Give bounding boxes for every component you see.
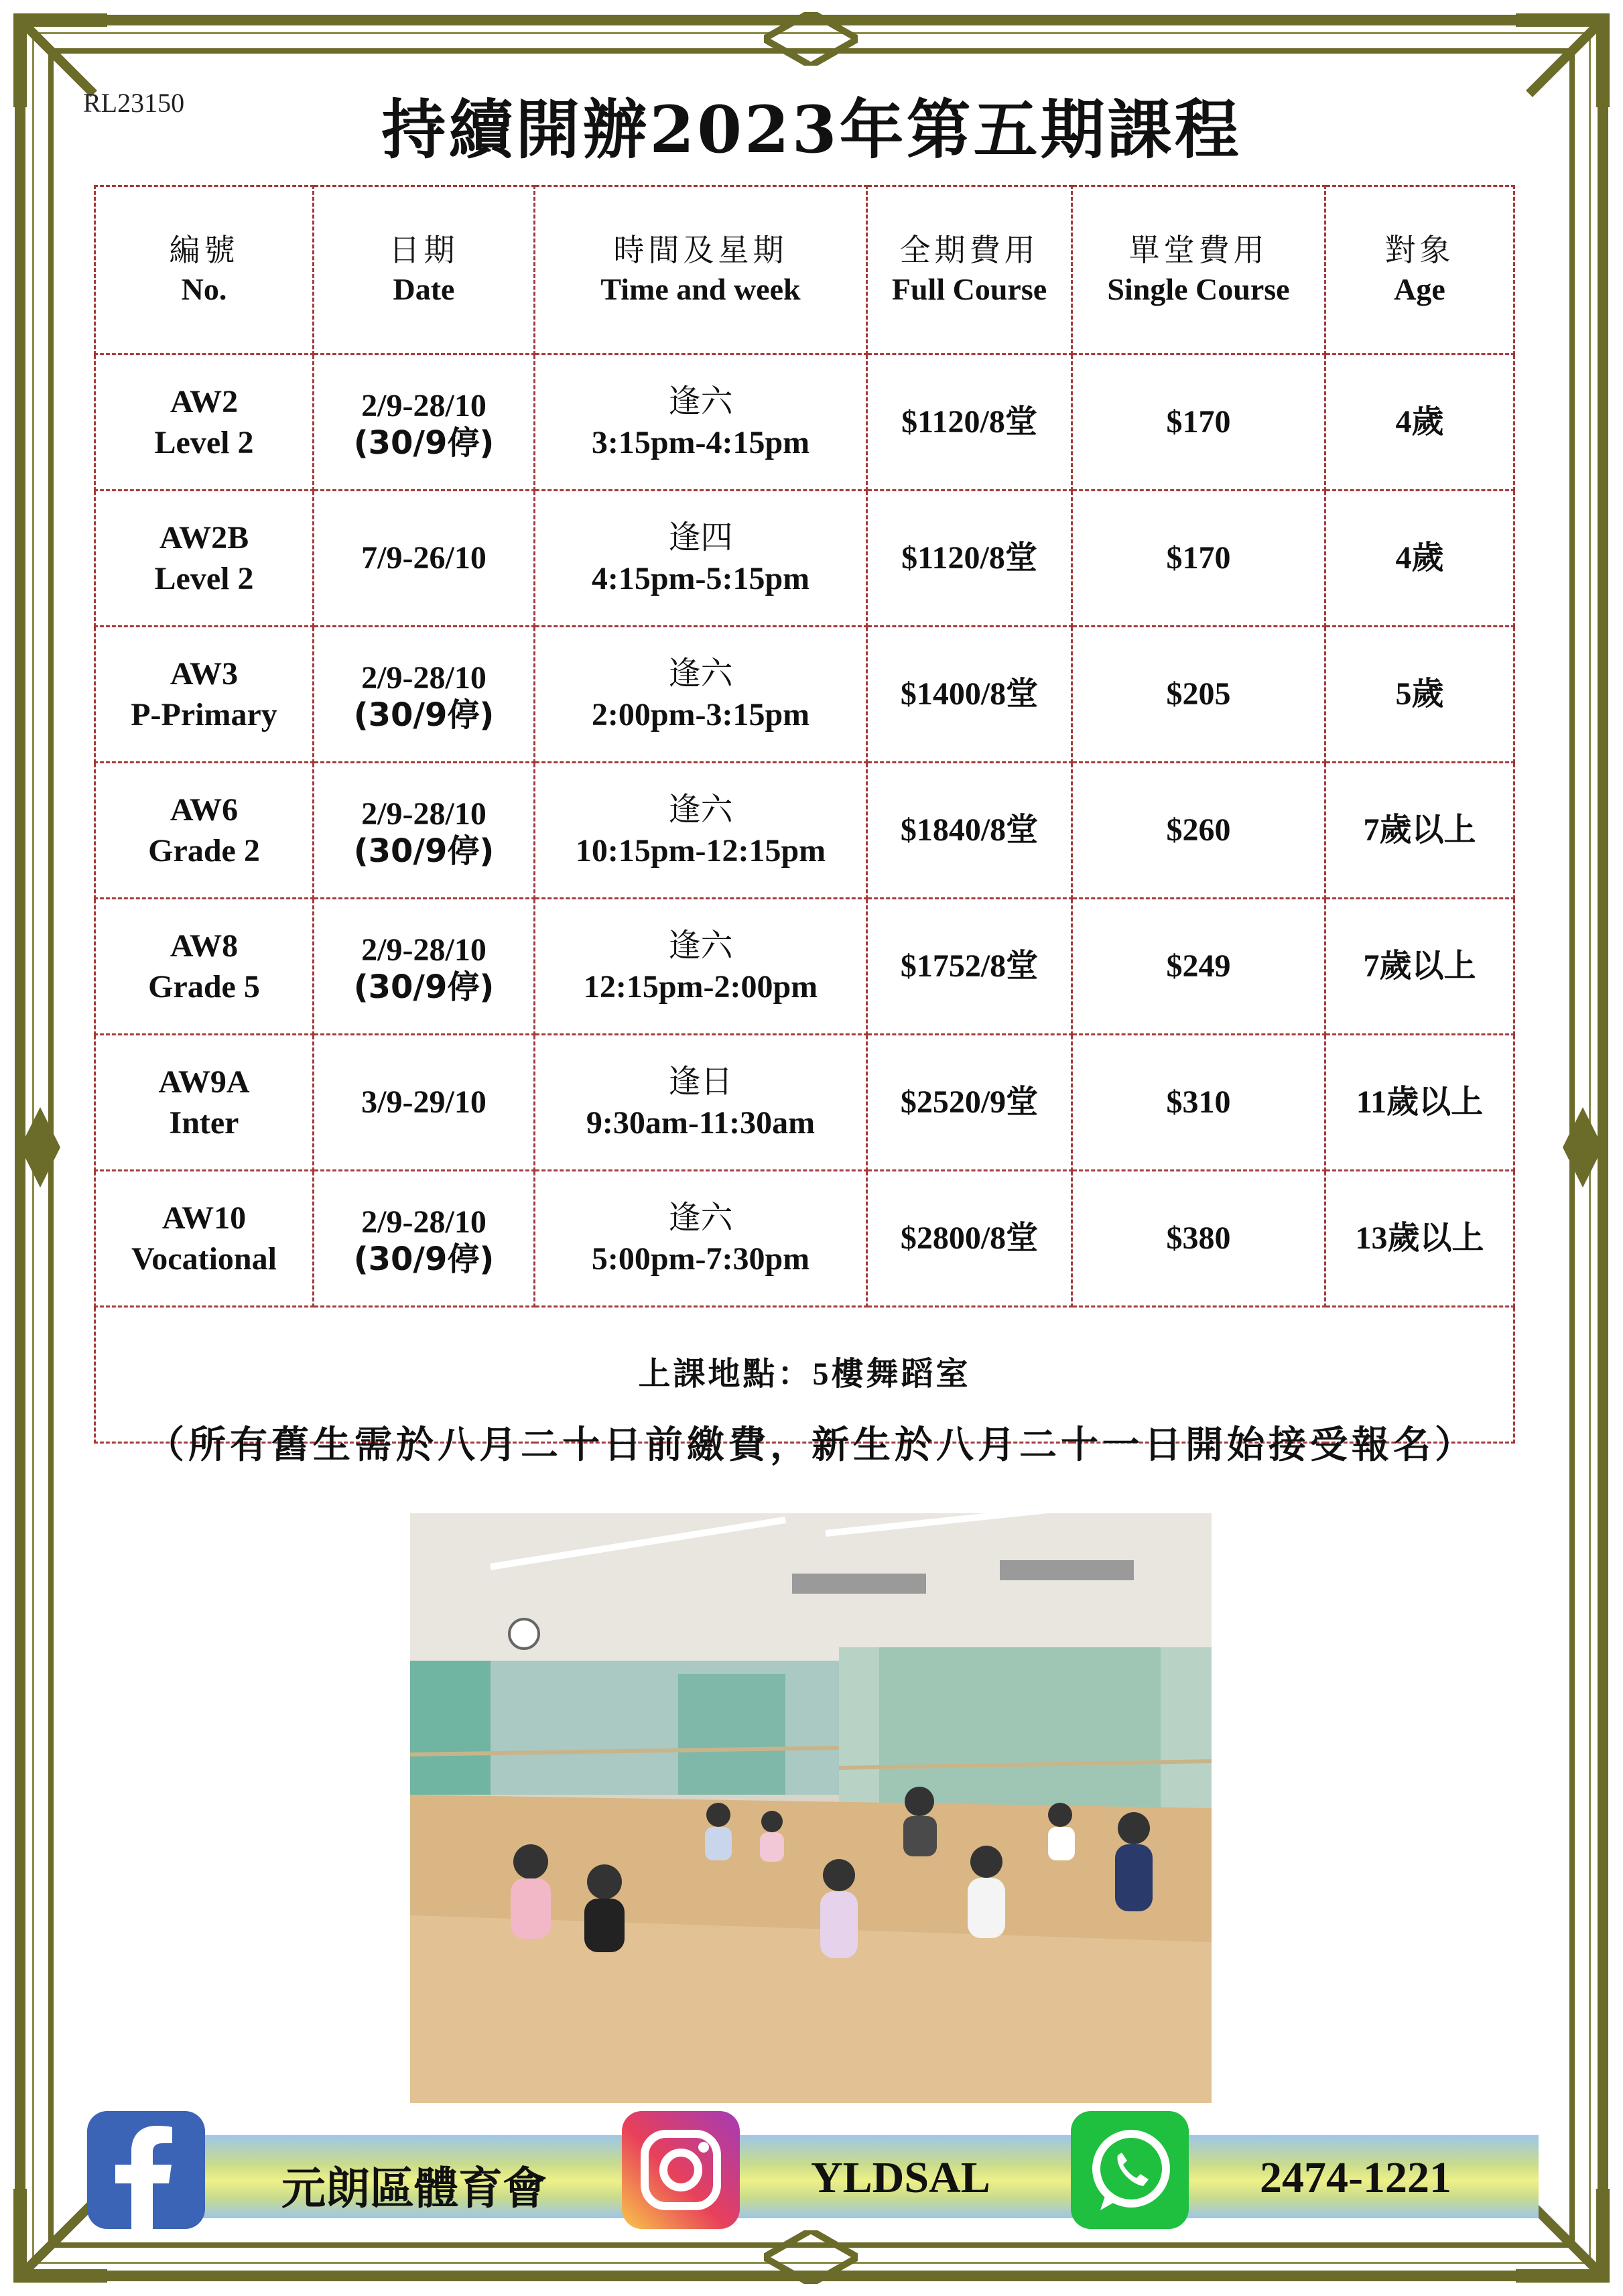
- single-course-fee-cell: [1072, 1171, 1325, 1307]
- course-code-cell: [95, 627, 314, 763]
- date-cell-text: 2/9-28/10: [361, 1204, 486, 1240]
- date-cell: [314, 1035, 535, 1171]
- full-course-fee-cell: [867, 491, 1072, 627]
- single-course-fee-cell: [1072, 355, 1325, 491]
- time-cell-text: 5:00pm-7:30pm: [591, 1241, 810, 1277]
- table-row: [95, 1035, 1514, 1171]
- course-code-cell-text: AW3: [170, 655, 239, 692]
- time-cell: [535, 763, 867, 899]
- header-date: 日期 Date: [314, 186, 535, 355]
- course-code-cell: [95, 763, 314, 899]
- single-course-fee-cell: [1072, 627, 1325, 763]
- course-code-cell: [95, 491, 314, 627]
- time-cell-text: 10:15pm-12:15pm: [575, 833, 826, 869]
- time-cell-text: 逢四: [668, 518, 733, 556]
- dance-class-photo: [410, 1513, 1212, 2103]
- age-cell-text: 5歲: [1395, 676, 1444, 712]
- age-cell-text: 7歲以上: [1363, 948, 1476, 984]
- course-code-cell-text: AW2B: [159, 519, 249, 556]
- header-time: 時間及星期 Time and week: [535, 186, 867, 355]
- time-cell-text: 逢六: [668, 1198, 733, 1236]
- date-cell: [314, 899, 535, 1035]
- page-title: 持續開辦2023年第五期課程: [381, 92, 1242, 168]
- venue-label: 上課地點：5樓舞蹈室: [95, 1307, 1514, 1443]
- time-cell-text: 逢日: [668, 1062, 733, 1100]
- single-course-fee-cell-text: $260: [1166, 812, 1231, 848]
- single-course-fee-cell-text: $310: [1166, 1084, 1231, 1121]
- full-course-fee-cell: [867, 355, 1072, 491]
- date-cell: [314, 627, 535, 763]
- time-cell-text: 逢六: [668, 790, 733, 828]
- single-course-fee-cell: [1072, 763, 1325, 899]
- time-cell-text: 9:30am-11:30am: [586, 1105, 816, 1141]
- date-cell-text: 3/9-29/10: [361, 1084, 486, 1121]
- date-cell-text: 7/9-26/10: [361, 540, 486, 576]
- course-code-cell: [95, 355, 314, 491]
- age-cell: [1325, 355, 1514, 491]
- course-code-cell: [95, 1035, 314, 1171]
- right-side-ornament: [1563, 1107, 1603, 1188]
- date-cell-text: 2/9-28/10: [361, 932, 486, 968]
- date-cell-text: (30/9停): [353, 424, 495, 462]
- age-cell-text: 4歲: [1395, 404, 1444, 440]
- time-cell-text: 逢六: [668, 382, 733, 420]
- single-course-fee-cell-text: $170: [1166, 404, 1231, 440]
- time-cell: [535, 355, 867, 491]
- course-code-cell-text: AW10: [161, 1200, 247, 1236]
- single-course-fee-cell-text: $249: [1166, 948, 1231, 984]
- table-row: [95, 355, 1514, 491]
- full-course-fee-cell-text: $1752/8堂: [900, 948, 1039, 984]
- table-row: [95, 763, 1514, 899]
- date-cell-text: (30/9停): [353, 968, 495, 1006]
- facebook-icon[interactable]: [87, 2111, 205, 2229]
- age-cell: [1325, 627, 1514, 763]
- reference-code: RL23150: [83, 88, 185, 118]
- age-cell-text: 11歲以上: [1356, 1084, 1484, 1121]
- full-course-fee-cell-text: $1120/8堂: [901, 404, 1037, 440]
- time-cell: [535, 1035, 867, 1171]
- full-course-fee-cell: [867, 627, 1072, 763]
- date-cell: [314, 763, 535, 899]
- registration-notice: （所有舊生需於八月二十日前繳費，新生於八月二十一日開始接受報名）: [147, 1423, 1476, 1467]
- phone-number: 2474-1221: [1260, 2153, 1451, 2202]
- full-course-fee-cell-text: $2800/8堂: [900, 1220, 1039, 1257]
- single-course-fee-cell-text: $170: [1166, 540, 1231, 576]
- course-code-cell-text: Vocational: [131, 1241, 277, 1277]
- header-no: 編號 No.: [95, 186, 314, 355]
- date-cell-text: 2/9-28/10: [361, 388, 486, 424]
- single-course-fee-cell-text: $205: [1166, 676, 1231, 712]
- single-course-fee-cell: [1072, 899, 1325, 1035]
- date-cell-text: 2/9-28/10: [361, 660, 486, 696]
- age-cell-text: 7歲以上: [1363, 812, 1476, 848]
- table-row: [95, 627, 1514, 763]
- course-code-cell-text: Inter: [169, 1105, 239, 1141]
- time-cell-text: 12:15pm-2:00pm: [583, 969, 818, 1005]
- course-code-cell: [95, 899, 314, 1035]
- date-cell: [314, 491, 535, 627]
- table-header-row: [95, 186, 1514, 355]
- course-code-cell-text: AW8: [170, 928, 239, 964]
- date-cell-text: (30/9停): [353, 832, 495, 870]
- whatsapp-icon[interactable]: [1071, 2111, 1189, 2229]
- course-code-cell-text: Grade 2: [148, 833, 260, 869]
- age-cell-text: 13歲以上: [1355, 1220, 1484, 1257]
- full-course-fee-cell: [867, 763, 1072, 899]
- time-cell: [535, 1171, 867, 1307]
- date-cell: [314, 1171, 535, 1307]
- time-cell-text: 逢六: [668, 926, 733, 964]
- time-cell: [535, 627, 867, 763]
- course-schedule-table: [94, 185, 1515, 1444]
- date-cell-text: (30/9停): [353, 1240, 495, 1278]
- full-course-fee-cell: [867, 1171, 1072, 1307]
- age-cell: [1325, 491, 1514, 627]
- single-course-fee-cell: [1072, 491, 1325, 627]
- time-cell: [535, 899, 867, 1035]
- social-handle: YLDSAL: [811, 2153, 990, 2202]
- course-code-cell-text: AW2: [170, 383, 239, 420]
- instagram-icon[interactable]: [622, 2111, 740, 2229]
- time-cell-text: 3:15pm-4:15pm: [591, 425, 810, 460]
- age-cell: [1325, 763, 1514, 899]
- course-code-cell-text: P-Primary: [131, 697, 277, 732]
- time-cell-text: 4:15pm-5:15pm: [591, 561, 810, 596]
- time-cell-text: 2:00pm-3:15pm: [591, 697, 810, 732]
- header-full-course: 全期費用 Full Course: [867, 186, 1072, 355]
- course-code-cell-text: AW9A: [158, 1064, 250, 1100]
- header-age: 對象 Age: [1325, 186, 1514, 355]
- date-cell-text: 2/9-28/10: [361, 796, 486, 832]
- full-course-fee-cell-text: $1840/8堂: [900, 812, 1039, 848]
- full-course-fee-cell-text: $1400/8堂: [900, 676, 1039, 712]
- age-cell: [1325, 1171, 1514, 1307]
- single-course-fee-cell-text: $380: [1166, 1220, 1231, 1257]
- age-cell: [1325, 899, 1514, 1035]
- organization-name: 元朗區體育會: [281, 2163, 547, 2214]
- time-cell-text: 逢六: [668, 654, 733, 692]
- left-side-ornament: [20, 1107, 60, 1188]
- full-course-fee-cell-text: $1120/8堂: [901, 540, 1037, 576]
- course-code-cell-text: Level 2: [154, 561, 254, 596]
- age-cell: [1325, 1035, 1514, 1171]
- course-code-cell-text: Level 2: [154, 425, 254, 460]
- table-row: [95, 491, 1514, 627]
- date-cell: [314, 355, 535, 491]
- full-course-fee-cell: [867, 1035, 1072, 1171]
- course-code-cell-text: Grade 5: [148, 969, 260, 1005]
- course-code-cell: [95, 1171, 314, 1307]
- full-course-fee-cell: [867, 899, 1072, 1035]
- top-center-ornament: [764, 12, 858, 66]
- course-code-cell-text: AW6: [170, 791, 239, 828]
- table-row: [95, 899, 1514, 1035]
- table-row: [95, 1171, 1514, 1307]
- header-single-course: 單堂費用 Single Course: [1072, 186, 1325, 355]
- date-cell-text: (30/9停): [353, 696, 495, 734]
- time-cell: [535, 491, 867, 627]
- bottom-center-ornament: [764, 2230, 858, 2284]
- age-cell-text: 4歲: [1395, 540, 1444, 576]
- full-course-fee-cell-text: $2520/9堂: [900, 1084, 1039, 1121]
- single-course-fee-cell: [1072, 1035, 1325, 1171]
